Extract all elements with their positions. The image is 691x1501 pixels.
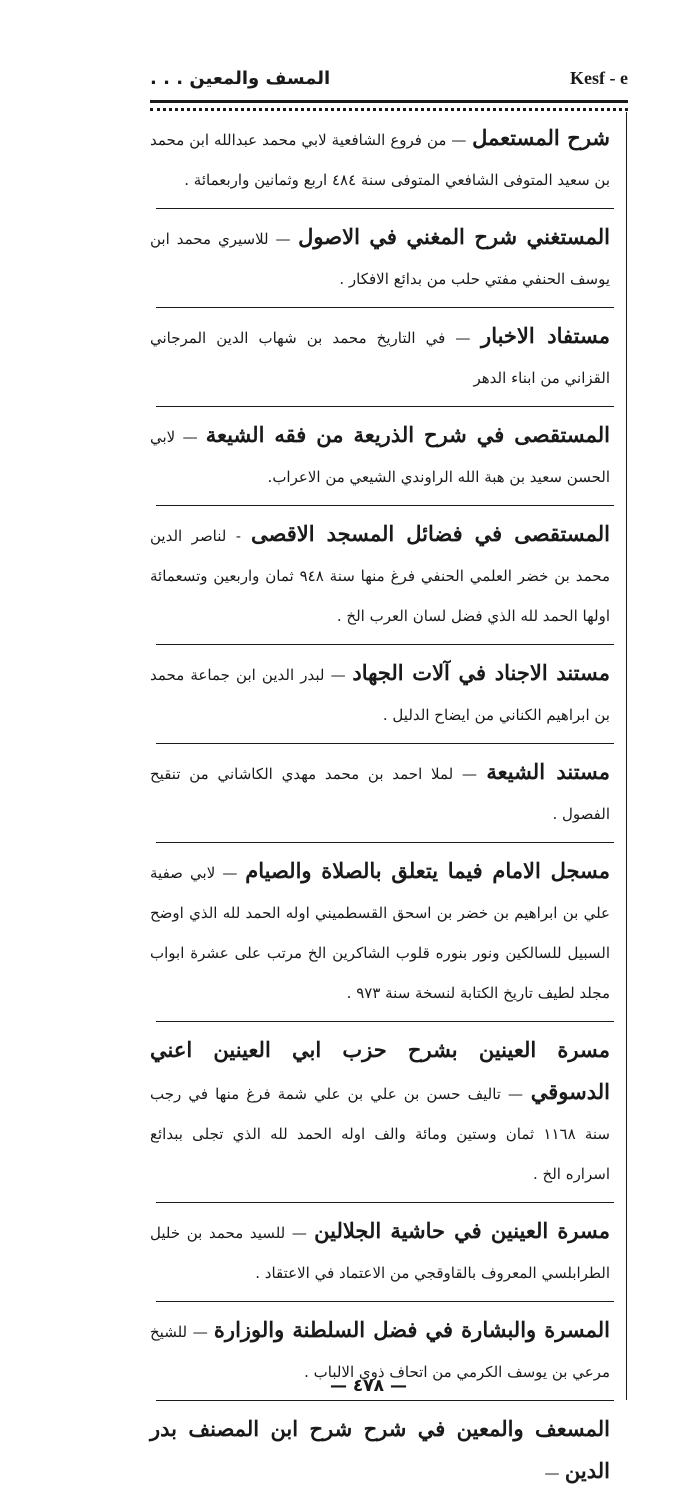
entry-7	[150, 752, 620, 834]
entry-separator	[156, 307, 614, 308]
entry-body: - لناصر الدين محمد بن خضر العلمي الحنفي فرغ منها سنة ٩٤٨ ثمان واربعين وتسعمائة اولها الحمد لله الذي فضل لسان العرب الخ .	[150, 527, 610, 625]
entry-separator	[156, 505, 614, 506]
entry-5	[150, 514, 620, 636]
entry-3	[150, 316, 620, 398]
margin-rule	[626, 112, 627, 1400]
entry-body: — للسيد محمد بن خليل الطرابلسي المعروف بالقاوقجي من الاعتماد في الاعتقاد .	[150, 1224, 610, 1282]
entry-separator	[156, 842, 614, 843]
entry-title: شرح المستعمل	[472, 125, 611, 150]
entry-title: المستغني شرح المغني في الاصول	[298, 224, 610, 249]
entry-body: — من فروع الشافعية لابي محمد عبدالله ابن محمد بن سعيد المتوفى الشافعي المتوفى سنة ٤٨٤ اربع وثمانين واربعمائة .	[150, 131, 610, 189]
entry-12	[150, 1409, 620, 1493]
entry-4	[150, 415, 620, 497]
entries-list	[150, 118, 620, 1501]
entry-separator	[156, 208, 614, 209]
entry-2	[150, 217, 620, 299]
entry-body: —	[544, 1464, 560, 1482]
header-rule	[150, 100, 628, 103]
entry-title: مسجل الامام فيما يتعلق بالصلاة والصيام	[245, 858, 611, 883]
entry-body: — للشيخ مرعي بن يوسف الكرمي من اتحاف ذوي الالباب .	[150, 1323, 610, 1381]
entry-title: المستقصى في شرح الذريعة من فقه الشيعة	[205, 422, 611, 447]
entry-separator	[156, 743, 614, 744]
running-title: المسف والمعين . . .	[150, 68, 331, 89]
entry-1	[150, 118, 620, 200]
page-number: — ٤٧٨ —	[330, 1376, 407, 1396]
entry-separator	[156, 1400, 614, 1401]
entry-10	[150, 1211, 620, 1293]
entry-title: مسرة العينين بشرح حزب ابي العينين اعني الدسوقي	[150, 1037, 611, 1104]
entry-body: — للاسيري محمد ابن يوسف الحنفي مفتي حلب من بدائع الافكار .	[150, 230, 610, 288]
entry-title: المسرة والبشارة في فضل السلطنة والوزارة	[213, 1317, 610, 1342]
entry-8	[150, 851, 620, 1013]
entry-title: مستند الاجناد في آلات الجهاد	[352, 660, 611, 685]
entry-title: المستقصى في فضائل المسجد الاقصى	[251, 521, 611, 546]
entry-body: — تاليف حسن بن علي بن علي شمة فرغ منها في رجب سنة ١١٦٨ ثمان وستين ومائة والف اوله الحمد لله الذي تجلى ببدائع اسراره الخ .	[150, 1085, 610, 1183]
entry-title: مستفاد الاخبار	[481, 323, 610, 348]
entry-separator	[156, 406, 614, 407]
entry-9	[150, 1030, 620, 1194]
entry-body: — لابي الحسن سعيد بن هبة الله الراوندي الشيعي من الاعراب.	[150, 428, 610, 486]
entry-body: — لملا احمد بن محمد مهدي الكاشاني من تنقيح الفصول .	[150, 765, 610, 823]
entry-body: — لبدر الدين ابن جماعة محمد بن ابراهيم الكناني من ايضاح الدليل .	[150, 666, 610, 724]
entry-separator	[156, 1021, 614, 1022]
entry-title: مسرة العينين في حاشية الجلالين	[314, 1218, 610, 1243]
entry-body: — لابي صفية علي بن ابراهيم بن خضر بن اسحق القسطميني اوله الحمد لله الذي اوضح السبيل للسالكين ونور بنوره قلوب الشاكرين الخ مرتب على عشرة ابواب مجلد لطيف تاريخ الكتابة لنسخة سنة ٩٧٣ .	[150, 864, 610, 1002]
entry-6	[150, 653, 620, 735]
header-dotted-rule	[150, 108, 628, 111]
entry-title: مستند الشيعة	[486, 759, 611, 784]
entry-body: — في التاريخ محمد بن شهاب الدين المرجاني القزاني من ابناء الدهر	[150, 329, 610, 387]
running-title-latin: Kesf - e	[570, 68, 628, 88]
entry-title: المسعف والمعين في شرح شرح ابن المصنف بدر الدين	[150, 1416, 610, 1483]
entry-separator	[156, 1202, 614, 1203]
entry-separator	[156, 1301, 614, 1302]
page-header	[150, 64, 628, 94]
entry-separator	[156, 644, 614, 645]
